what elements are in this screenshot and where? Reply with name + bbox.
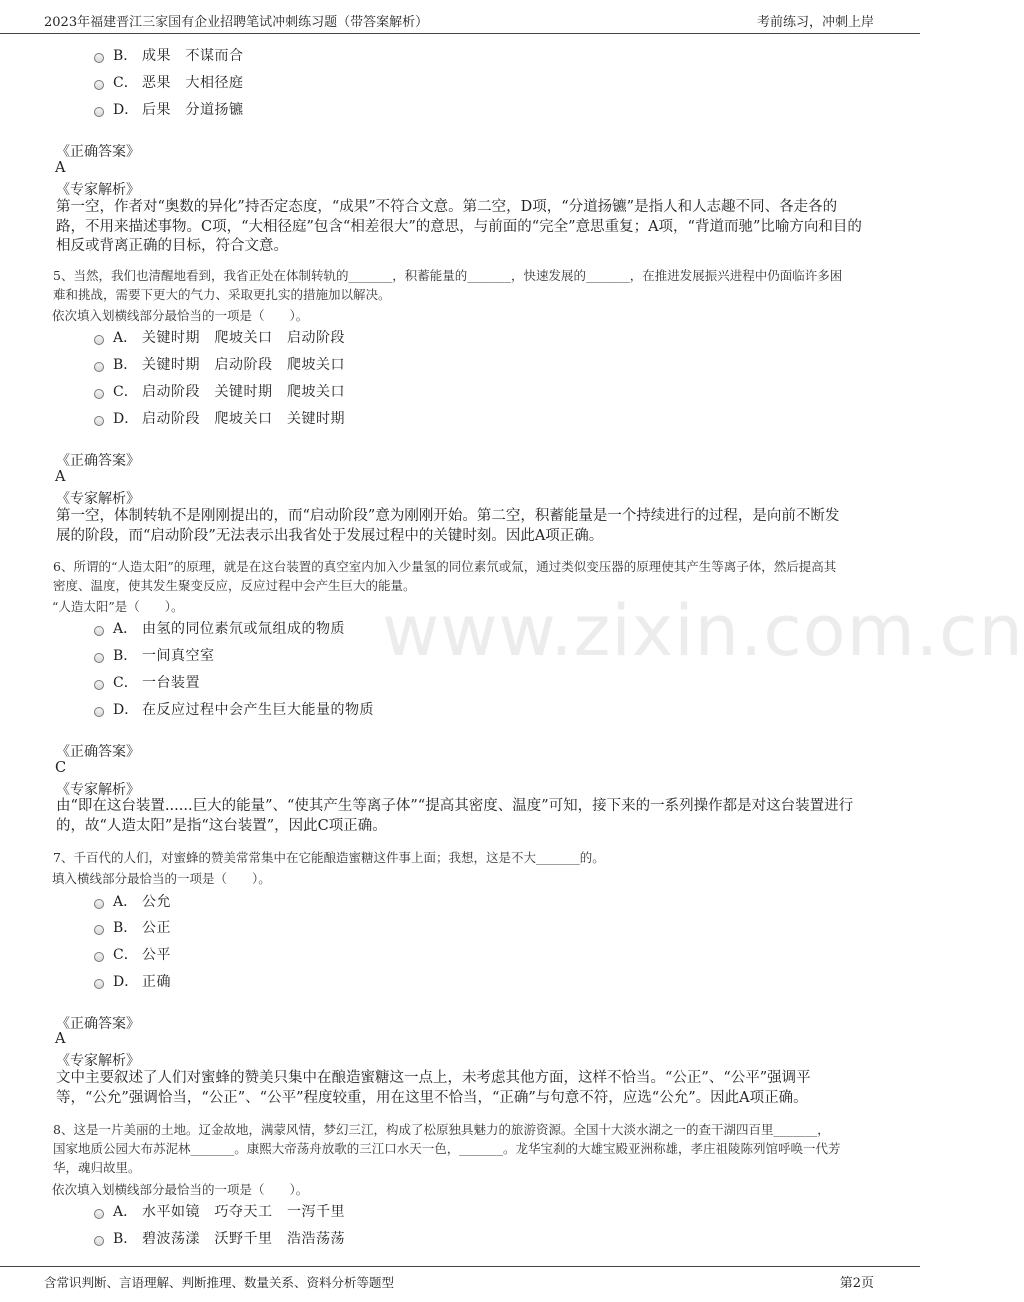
- footer-categories: 含常识判断、言语理解、判断推理、数量关系、资料分析等题型: [44, 1275, 395, 1290]
- radio-icon[interactable]: [94, 362, 104, 372]
- q5-stem: 5、当然，我们也清醒地看到，我省正处在体制转轨的_______，积蓄能量的_______，快速发展的_______，在推进发展振兴进程中仍面临许多困 难和挑战，需要下更大的气力、采取更扎实的措施加以解决。: [53, 268, 843, 302]
- q6-stem: 6、所谓的“人造太阳”的原理，就是在这台装置的真空室内加入少量氢的同位素氘或氚，通过类似变压器的原理使其产生等离子体，然后提高其 密度、温度，使其发生聚变反应，反应过程中会产生巨大的能量。: [53, 559, 837, 593]
- radio-icon[interactable]: [94, 416, 104, 426]
- q7-stem: 7、千百代的人们，对蜜蜂的赞美常常集中在它能酿造蜜糖这件事上面；我想，这是不大_______的。: [53, 850, 605, 865]
- radio-icon[interactable]: [94, 680, 104, 690]
- q6-analysis: 由“即在这台装置......巨大的能量”、“使其产生等离子体”“提高其密度、温度”可知，接下来的一系列操作都是对这台装置进行 的，故“人造太阳”是指“这台装置”，因此C项正确。: [56, 798, 854, 834]
- radio-icon[interactable]: [94, 626, 104, 636]
- q5-option-c[interactable]: C． 启动阶段 关键时期 爬坡关口: [94, 380, 345, 402]
- radio-icon[interactable]: [94, 389, 104, 399]
- q5-answer-label: 《正确答案》: [56, 453, 140, 469]
- header-tagline: 考前练习，冲刺上岸: [756, 15, 874, 30]
- radio-icon[interactable]: [94, 653, 104, 663]
- radio-icon[interactable]: [94, 979, 104, 989]
- q8-option-b[interactable]: B． 碧波荡漾 沃野千里 浩浩荡荡: [94, 1227, 345, 1249]
- q7-option-c[interactable]: C． 公平: [94, 943, 171, 965]
- q4-analysis: 第一空，作者对“奥数的异化”持否定态度，“成果”不符合文意。第二空，D项，“分道扬镳”是指人和人志趣不同、各走各的 路，不用来描述事物。C项，“大相径庭”包含“相差很大”的意思，与前面的“完全”意思重复；A项，“背道而驰”比喻方向和目的 相反或背离正确的目标，符合文意。: [56, 199, 862, 254]
- watermark: www.zixin.com.cn: [382, 590, 1024, 672]
- radio-icon[interactable]: [94, 899, 104, 909]
- q6-analysis-label: 《专家解析》: [56, 782, 140, 798]
- q6-option-a[interactable]: A． 由氢的同位素氘或氚组成的物质: [94, 617, 345, 639]
- q4-option-b[interactable]: B． 成果 不谋而合: [94, 44, 244, 66]
- q5-analysis: 第一空，体制转轨不是刚刚提出的，而“启动阶段”意为刚刚开始。第二空，积蓄能量是一个持续进行的过程，是向前不断发 展的阶段，而“启动阶段”无法表示出我省处于发展过程中的关键时刻。因此A项正确。: [56, 508, 840, 544]
- q4-analysis-label: 《专家解析》: [56, 182, 140, 198]
- radio-icon[interactable]: [94, 707, 104, 717]
- document-title: 2023年福建晋江三家国有企业招聘笔试冲刺练习题（带答案解析）: [44, 15, 429, 30]
- radio-icon[interactable]: [94, 107, 104, 117]
- q6-answer: C: [55, 760, 67, 776]
- q4-option-d[interactable]: D． 后果 分道扬镳: [94, 98, 244, 120]
- q6-option-d[interactable]: D． 在反应过程中会产生巨大能量的物质: [94, 698, 374, 720]
- page-number: 第2页: [839, 1276, 874, 1291]
- q7-analysis-label: 《专家解析》: [56, 1053, 140, 1069]
- q5-option-a[interactable]: A． 关键时期 爬坡关口 启动阶段: [94, 326, 345, 348]
- q6-option-c[interactable]: C． 一台装置: [94, 671, 200, 693]
- q4-option-c[interactable]: C． 恶果 大相径庭: [94, 71, 244, 93]
- page-footer: [0, 1266, 920, 1302]
- page-header: [0, 0, 920, 34]
- q6-option-b[interactable]: B． 一间真空室: [94, 644, 215, 666]
- q8-ask: 依次填入划横线部分最恰当的一项是（ ）。: [52, 1182, 309, 1197]
- q7-analysis: 文中主要叙述了人们对蜜蜂的赞美只集中在酿造蜜糖这一点上，未考虑其他方面，这样不恰当。“公正”、“公平”强调平 等，“公允”强调恰当，“公正”、“公平”程度较重，用在这里不恰当，“正确”与句意不符，应选“公允”。因此A项正确。: [56, 1070, 811, 1106]
- q6-ask: “人造太阳”是（ ）。: [52, 599, 184, 614]
- radio-icon[interactable]: [94, 80, 104, 90]
- q5-option-b[interactable]: B． 关键时期 启动阶段 爬坡关口: [94, 353, 345, 375]
- q7-option-a[interactable]: A． 公允: [94, 890, 171, 912]
- radio-icon[interactable]: [94, 952, 104, 962]
- radio-icon[interactable]: [94, 925, 104, 935]
- q5-answer: A: [55, 469, 66, 485]
- q5-analysis-label: 《专家解析》: [56, 491, 140, 507]
- q7-ask: 填入横线部分最恰当的一项是（ ）。: [52, 871, 271, 886]
- q8-option-a[interactable]: A． 水平如镜 巧夺天工 一泻千里: [94, 1200, 345, 1222]
- radio-icon[interactable]: [94, 335, 104, 345]
- radio-icon[interactable]: [94, 1236, 104, 1246]
- q8-stem: 8、这是一片美丽的土地。辽金故地，满蒙风情，梦幻三江，构成了松原独具魅力的旅游资源。全国十大淡水湖之一的查干湖四百里_______， 国家地质公园大布苏泥林_______。康熙大帝荡舟放歌的三江口水天一色，_______。龙华宝刹的大雄宝殿亚洲称雄，孝庄祖陵陈列馆呼唤一代芳 华，魂归故里。: [53, 1122, 841, 1175]
- radio-icon[interactable]: [94, 53, 104, 63]
- q6-answer-label: 《正确答案》: [56, 744, 140, 760]
- radio-icon[interactable]: [94, 1209, 104, 1219]
- q7-option-d[interactable]: D． 正确: [94, 970, 171, 992]
- q7-answer: A: [55, 1031, 66, 1047]
- q5-option-d[interactable]: D． 启动阶段 爬坡关口 关键时期: [94, 407, 345, 429]
- q4-answer-label: 《正确答案》: [56, 144, 140, 160]
- q7-option-b[interactable]: B． 公正: [94, 916, 171, 938]
- q7-answer-label: 《正确答案》: [56, 1016, 140, 1032]
- q5-ask: 依次填入划横线部分最恰当的一项是（ ）。: [52, 308, 309, 323]
- q4-answer: A: [55, 160, 66, 176]
